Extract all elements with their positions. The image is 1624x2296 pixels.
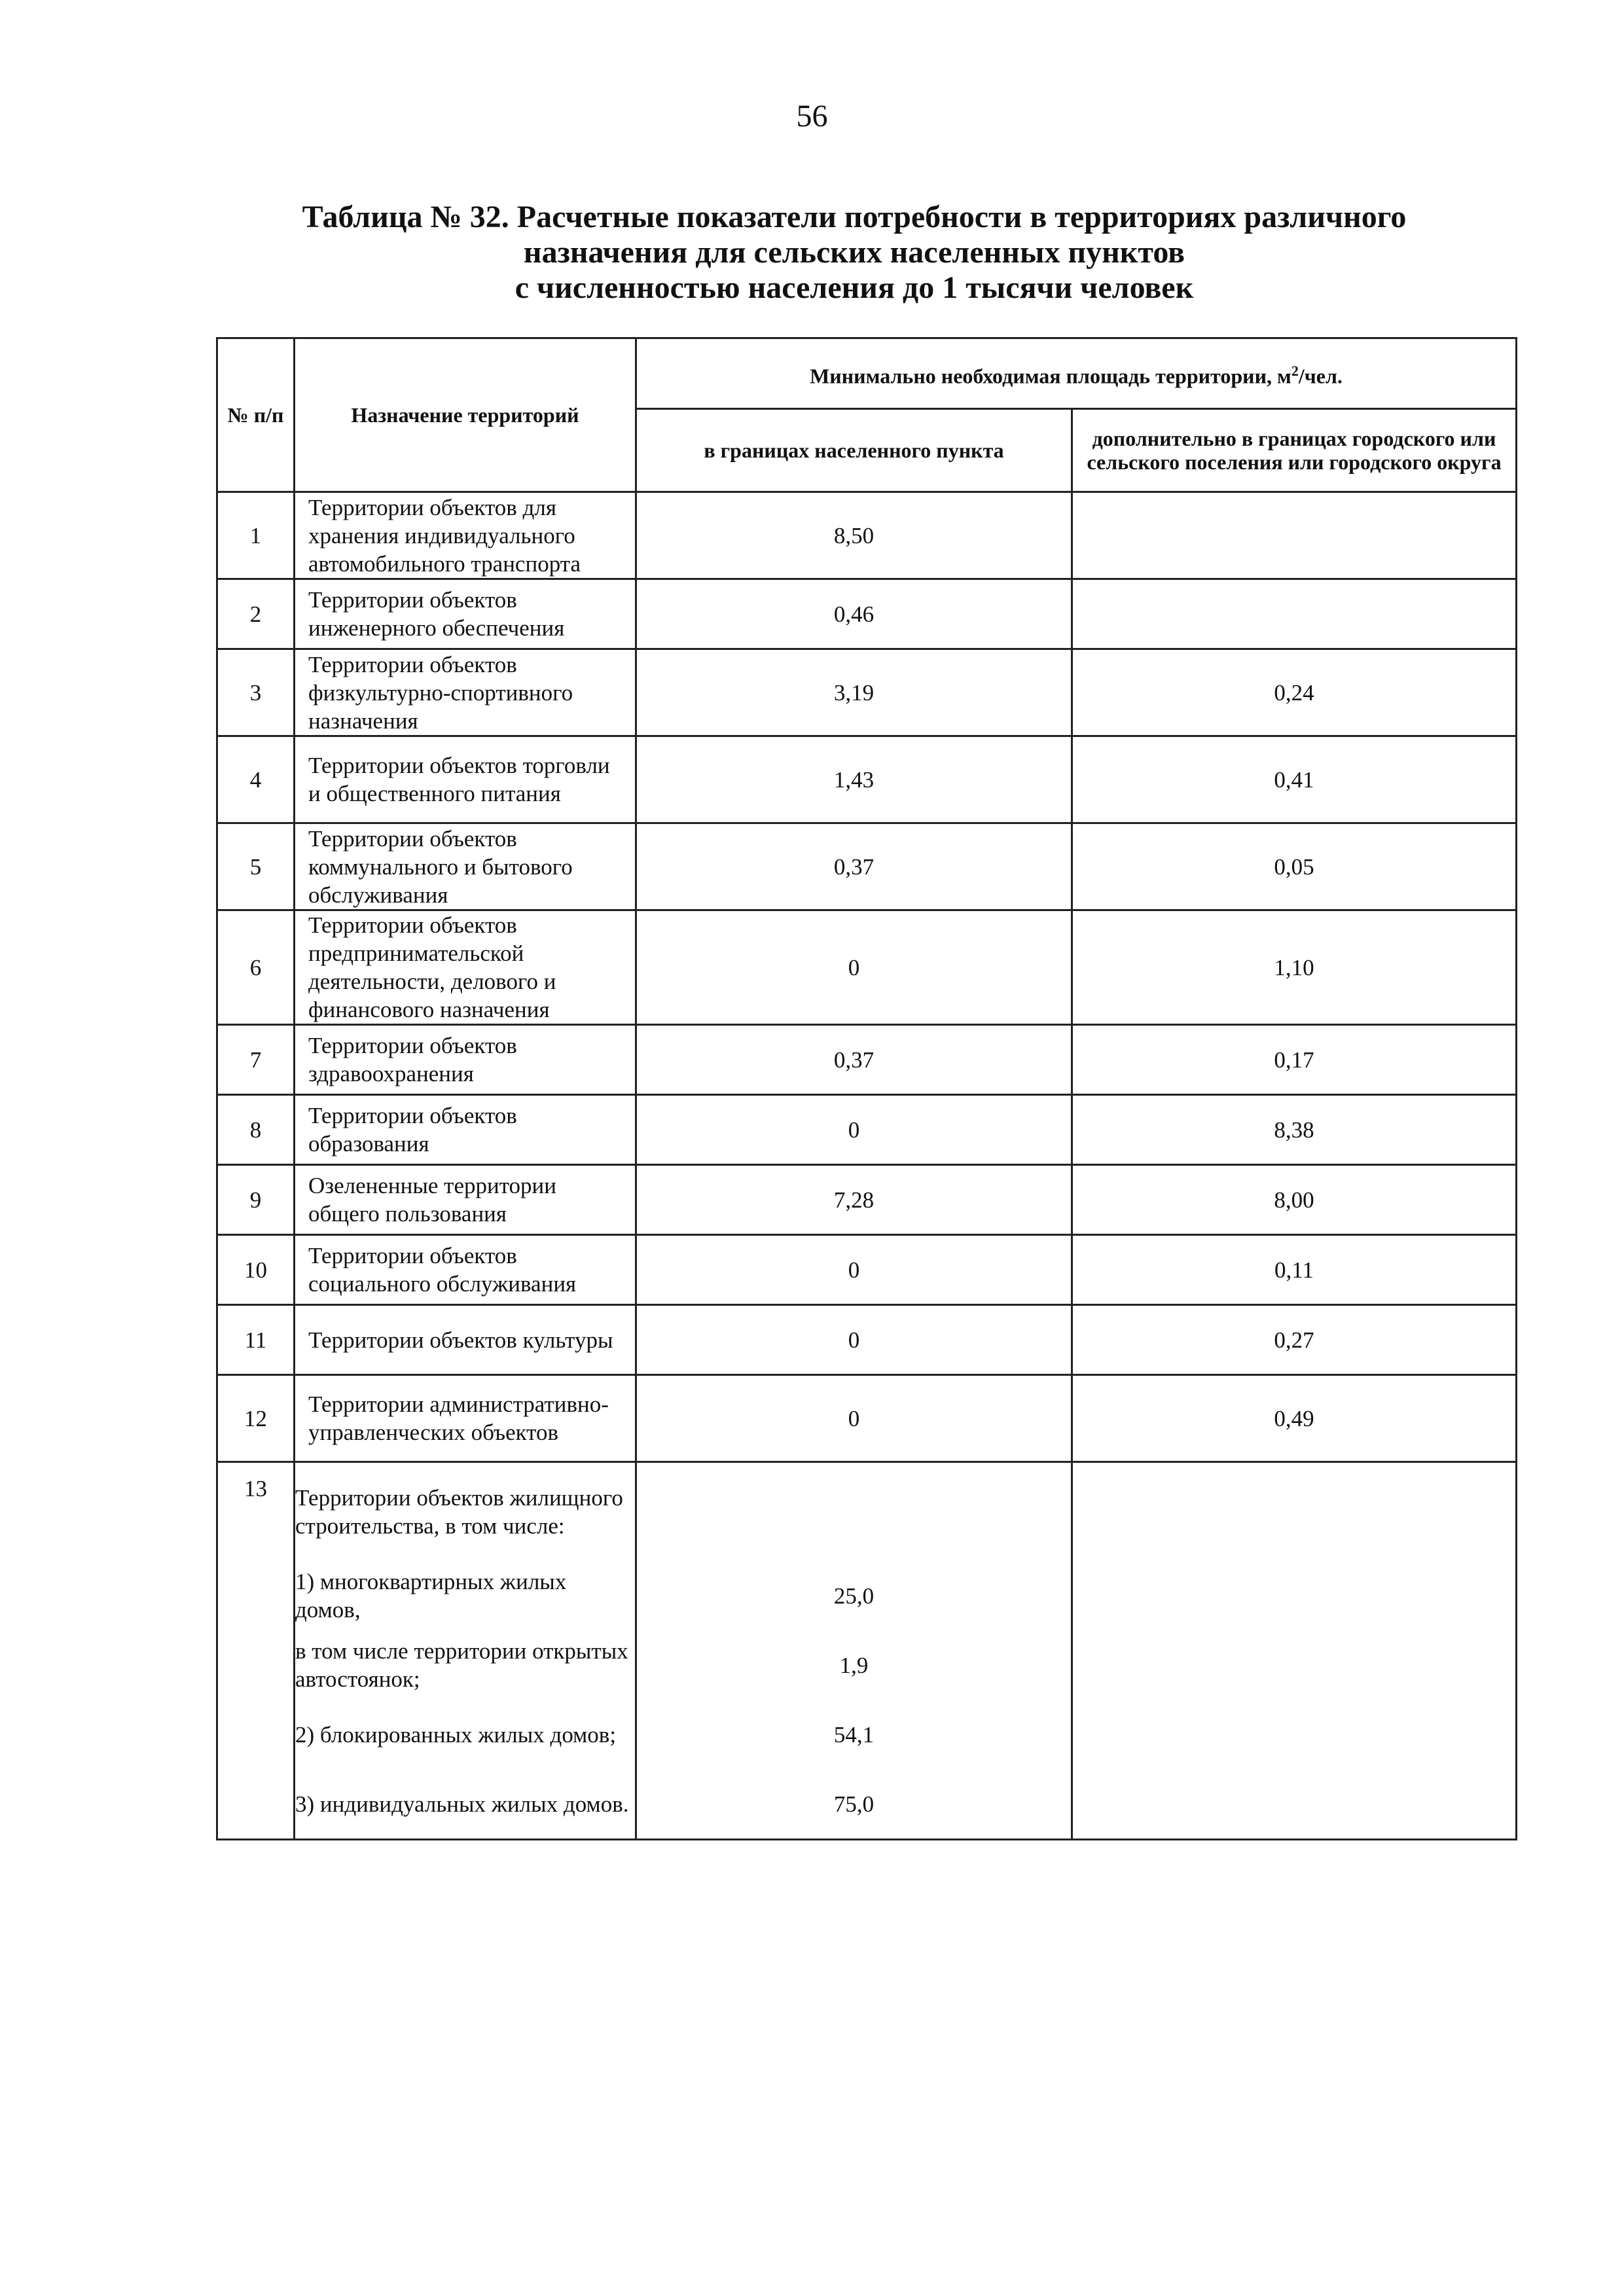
row-number: 8 (217, 1095, 295, 1165)
header-min-area-sup: 2 (1291, 362, 1299, 379)
header-min-area (636, 338, 1517, 409)
table-row (217, 736, 1517, 823)
table-row (217, 579, 1517, 649)
row13-sub-purpose: в том числе территории открытых автостоянок; (295, 1638, 628, 1692)
row-purpose: Территории объектов предпринимательской деятельности, делового и финансового назначения (295, 910, 636, 1025)
title-line-2: назначения для сельских населенных пунктов (523, 235, 1185, 270)
row-value-additional: 0,27 (1072, 1305, 1517, 1375)
row-value-within: 7,28 (636, 1165, 1072, 1235)
row-value-additional: 8,00 (1072, 1165, 1517, 1235)
indicators-table (216, 337, 1517, 1840)
row-number: 9 (217, 1165, 295, 1235)
row-value-within: 0 (636, 1095, 1072, 1165)
table-row (217, 1025, 1517, 1095)
row13-purpose-cell (295, 1462, 636, 1840)
header-within: в границах населенного пункта (636, 409, 1072, 492)
row-number: 4 (217, 736, 295, 823)
row-number: 10 (217, 1235, 295, 1305)
row-purpose: Территории административно-управленческих объектов (295, 1375, 636, 1462)
row13-additional-cell (1072, 1462, 1517, 1840)
header-additional: дополнительно в границах городского или сельского поселения или городского округа (1072, 409, 1517, 492)
row-value-additional: 0,17 (1072, 1025, 1517, 1095)
row13-sub-value-within: 1,9 (839, 1652, 869, 1678)
row-number: 11 (217, 1305, 295, 1375)
row-number: 5 (217, 823, 295, 910)
table-row-13 (217, 1462, 1517, 1840)
row-number: 12 (217, 1375, 295, 1462)
row-value-within: 1,43 (636, 736, 1072, 823)
header-min-area-suffix: /чел. (1298, 364, 1343, 388)
row-value-within: 0,46 (636, 579, 1072, 649)
page-number: 56 (796, 99, 828, 134)
table-row (217, 1375, 1517, 1462)
row-purpose: Территории объектов торговли и общественного питания (295, 736, 636, 823)
row-value-additional (1072, 492, 1517, 579)
row-number: 6 (217, 910, 295, 1025)
row-number: 3 (217, 649, 295, 736)
row13-sub-purpose: 2) блокированных жилых домов; (295, 1721, 617, 1748)
header-min-area-prefix: Минимально необходимая площадь территории, м (810, 364, 1291, 388)
row13-within-cell (636, 1462, 1072, 1840)
row13-sub-purpose: 1) многоквартирных жилых домов, (295, 1569, 567, 1623)
row-value-within: 0 (636, 1375, 1072, 1462)
header-num: № п/п (217, 338, 295, 492)
row-number: 7 (217, 1025, 295, 1095)
row-value-additional (1072, 579, 1517, 649)
row13-sub-value-within: 75,0 (833, 1791, 875, 1817)
row13-sub-value-within (637, 1463, 1071, 1561)
row13-sub-value-within: 25,0 (833, 1583, 875, 1609)
row-purpose: Территории объектов инженерного обеспечения (295, 579, 636, 649)
row-value-additional: 0,49 (1072, 1375, 1517, 1462)
table-row (217, 823, 1517, 910)
row-value-within: 0 (636, 910, 1072, 1025)
table-row (217, 1235, 1517, 1305)
row-value-within: 0,37 (636, 1025, 1072, 1095)
table-row (217, 910, 1517, 1025)
row-purpose: Территории объектов культуры (295, 1305, 636, 1375)
row-value-additional: 0,11 (1072, 1235, 1517, 1305)
row-purpose: Озелененные территории общего пользования (295, 1165, 636, 1235)
row13-sub-purpose: 3) индивидуальных жилых домов. (295, 1791, 629, 1817)
table-row (217, 1095, 1517, 1165)
row-number: 1 (217, 492, 295, 579)
row-purpose: Территории объектов здравоохранения (295, 1025, 636, 1095)
row-value-additional: 0,41 (1072, 736, 1517, 823)
row-value-within: 0 (636, 1235, 1072, 1305)
row-value-additional: 0,24 (1072, 649, 1517, 736)
table-row (217, 492, 1517, 579)
row-number: 13 (217, 1462, 295, 1840)
row-purpose: Территории объектов образования (295, 1095, 636, 1165)
row-value-additional: 8,38 (1072, 1095, 1517, 1165)
row13-sub-value-within: 54,1 (833, 1721, 875, 1748)
table-title (157, 200, 1551, 306)
row-value-within: 8,50 (636, 492, 1072, 579)
row-value-additional: 0,05 (1072, 823, 1517, 910)
row-value-within: 0 (636, 1305, 1072, 1375)
row-number: 2 (217, 579, 295, 649)
table-row (217, 1305, 1517, 1375)
row13-sub-purpose: Территории объектов жилищного строительства, в том числе: (295, 1485, 623, 1539)
row-purpose: Территории объектов для хранения индивидуального автомобильного транспорта (295, 492, 636, 579)
row-purpose: Территории объектов физкультурно-спортивного назначения (295, 649, 636, 736)
row-value-additional: 1,10 (1072, 910, 1517, 1025)
row-value-within: 3,19 (636, 649, 1072, 736)
title-line-3: с численностью населения до 1 тысячи человек (514, 270, 1194, 305)
row-purpose: Территории объектов коммунального и бытового обслуживания (295, 823, 636, 910)
table-row (217, 1165, 1517, 1235)
header-purpose: Назначение территорий (295, 338, 636, 492)
title-line-1: Таблица № 32. Расчетные показатели потребности в территориях различного (302, 200, 1407, 234)
row-value-within: 0,37 (636, 823, 1072, 910)
row-purpose: Территории объектов социального обслуживания (295, 1235, 636, 1305)
table-row (217, 649, 1517, 736)
